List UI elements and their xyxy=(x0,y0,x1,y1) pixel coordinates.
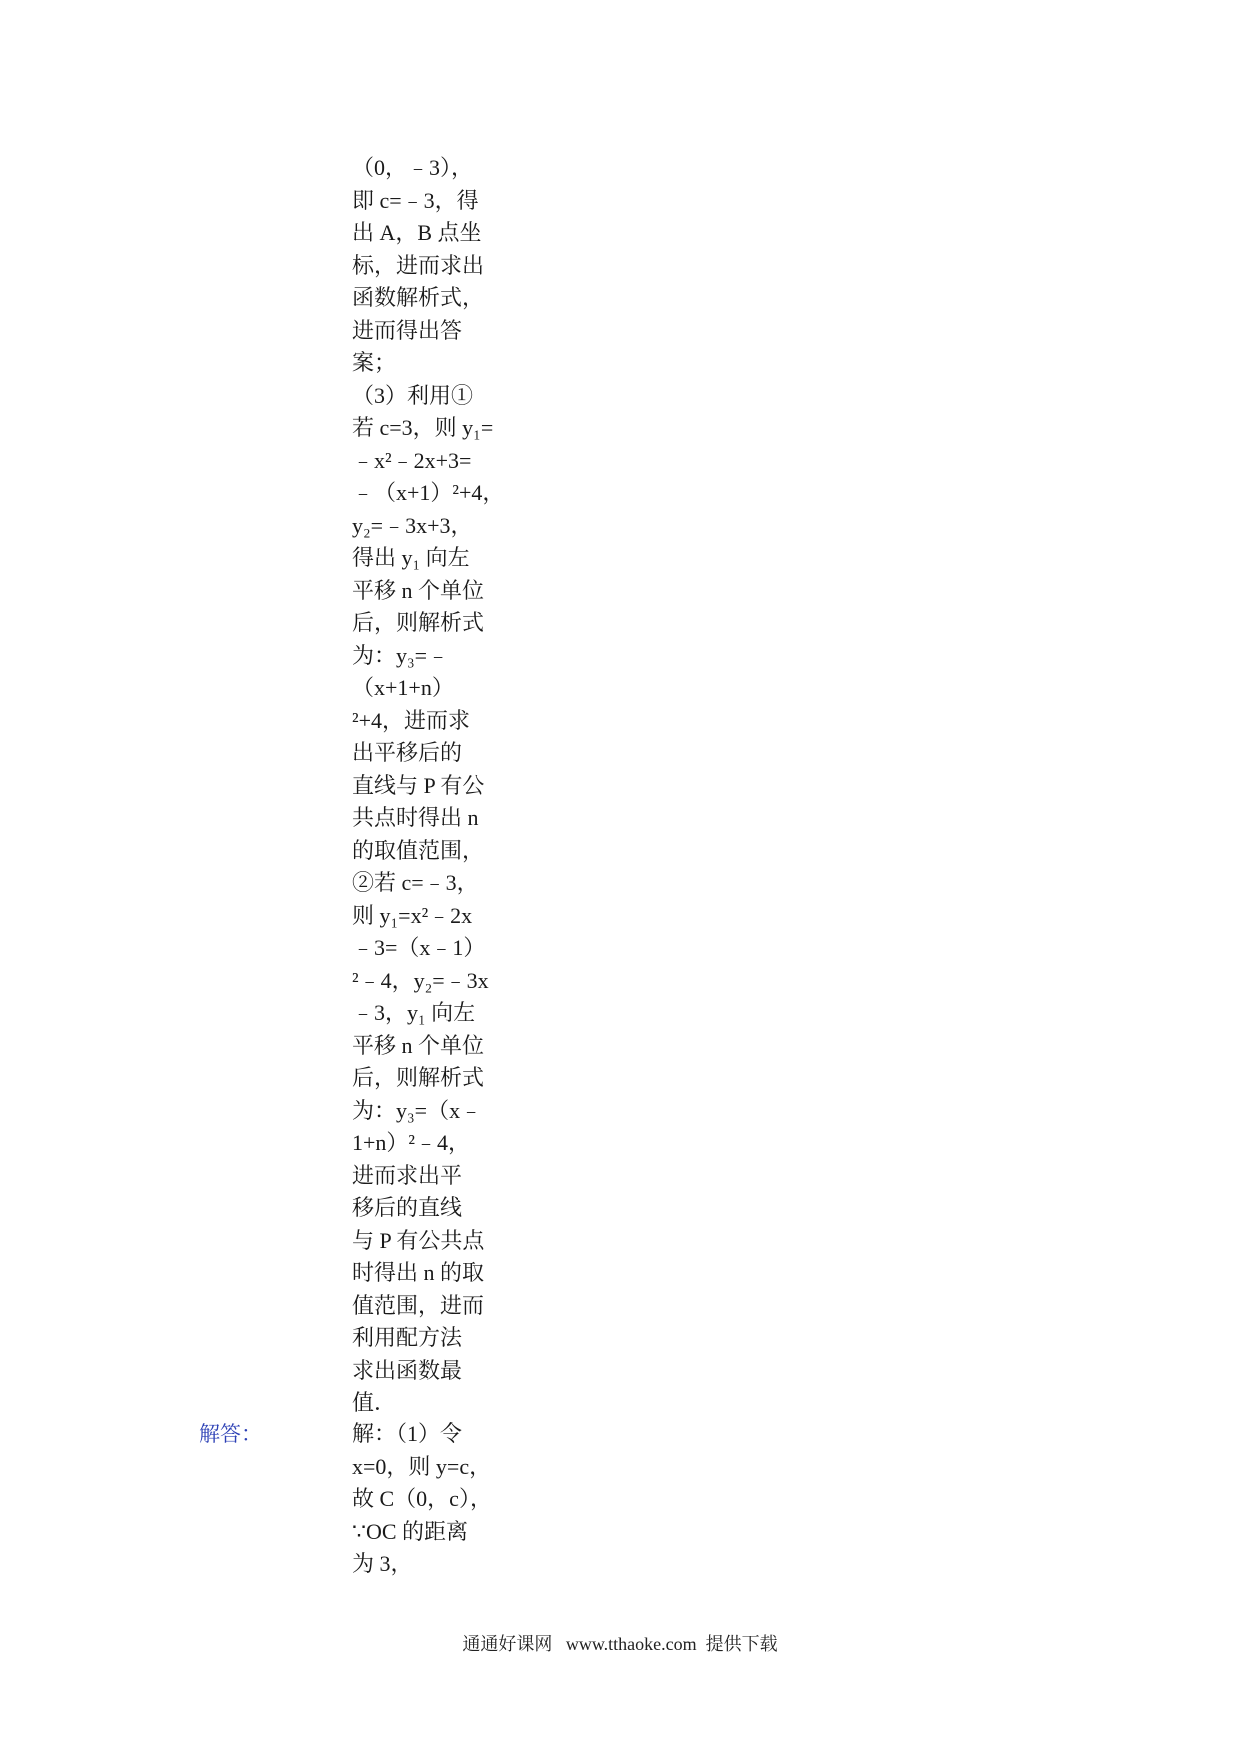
explanation-line: （3）利用① xyxy=(352,382,474,408)
explanation-line: 共点时得出 n xyxy=(352,805,479,830)
explanation-line: 值范围，进而 xyxy=(352,1292,485,1318)
explanation-line: 与 P 有公共点 xyxy=(352,1227,485,1253)
explanation-line: ²+4，进而求 xyxy=(352,707,471,733)
explanation-line: 平移 n 个单位 xyxy=(352,1032,485,1058)
explanation-line: 1+n）²﹣4， xyxy=(352,1130,471,1155)
explanation-line: 即 c=﹣3，得 xyxy=(352,187,479,213)
explanation-column xyxy=(352,152,505,1420)
explanation-line: ﹣3=（x﹣1） xyxy=(352,935,486,960)
explanation-line: ②若 c=﹣3， xyxy=(352,870,479,895)
answer-label: 解答： xyxy=(199,1422,262,1446)
explanation-line: ﹣（x+1）²+4， xyxy=(352,480,505,505)
answer-line: x=0，则 y=c， xyxy=(352,1453,492,1479)
explanation-line: 案； xyxy=(352,350,397,375)
explanation-line: 的取值范围， xyxy=(352,837,485,863)
answer-line: 为 3， xyxy=(352,1551,413,1576)
explanation-line: 出 A，B 点坐 xyxy=(352,220,482,245)
explanation-line: 平移 n 个单位 xyxy=(352,577,485,603)
explanation-line: 则 y₁=x²﹣2x xyxy=(352,902,473,928)
explanation-line: 后，则解析式 xyxy=(352,610,485,635)
answer-column xyxy=(352,1418,492,1581)
explanation-line: 时得出 n 的取 xyxy=(352,1260,485,1285)
explanation-line: 移后的直线 xyxy=(352,1195,463,1220)
explanation-line: 后，则解析式 xyxy=(352,1065,485,1090)
explanation-line: 得出 y₁ 向左 xyxy=(352,545,470,570)
explanation-line: 标，进而求出 xyxy=(352,252,485,278)
explanation-line: ﹣3，y₁ 向左 xyxy=(352,1000,476,1025)
explanation-line: ﹣x²﹣2x+3= xyxy=(352,447,472,473)
explanation-line: 为：y₃=（x﹣ xyxy=(352,1097,483,1123)
explanation-line: 进而得出答 xyxy=(352,317,463,343)
explanation-line: 利用配方法 xyxy=(352,1325,463,1350)
explanation-line: （0，﹣3）， xyxy=(352,155,474,180)
explanation-line: ²﹣4，y₂=﹣3x xyxy=(352,967,489,993)
explanation-line: 出平移后的 xyxy=(352,740,463,765)
explanation-line: 直线与 P 有公 xyxy=(352,772,485,798)
explanation-line: 为：y₃=﹣ xyxy=(352,642,450,668)
explanation-line: 若 c=3，则 y₁= xyxy=(352,415,494,440)
explanation-line: 进而求出平 xyxy=(352,1162,463,1188)
answer-line: ∵OC 的距离 xyxy=(352,1518,469,1544)
footer-source: 通通好课网 www.tthaoke.com 提供下载 xyxy=(462,1634,778,1654)
answer-line: 解：（1）令 xyxy=(352,1421,463,1446)
explanation-line: 值． xyxy=(352,1390,397,1415)
explanation-line: 函数解析式， xyxy=(352,285,485,310)
explanation-line: （x+1+n） xyxy=(352,675,454,700)
explanation-line: 求出函数最 xyxy=(352,1357,463,1383)
explanation-line: y₂=﹣3x+3， xyxy=(352,512,473,538)
answer-line: 故 C（0，c）， xyxy=(352,1486,492,1511)
